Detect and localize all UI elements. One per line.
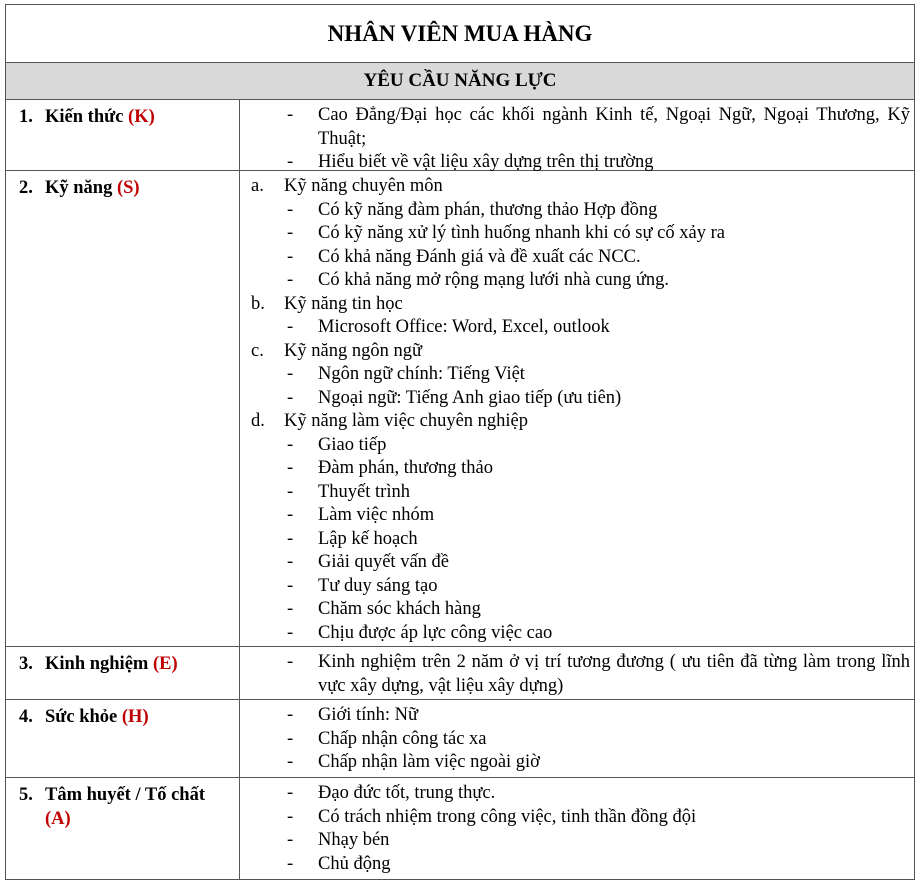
list-item: - Chấp nhận làm việc ngoài giờ xyxy=(240,751,910,775)
row-knowledge xyxy=(6,100,914,171)
list-item: - Chủ động xyxy=(240,853,910,877)
list-item: - Chịu được áp lực công việc cao xyxy=(240,622,910,646)
row-title: Kiến thức xyxy=(45,107,124,127)
row-number: 3. xyxy=(19,654,33,674)
list-item: - Giải quyết vấn đề xyxy=(240,551,910,575)
bullet-dash: - xyxy=(287,705,294,725)
list-item: - Ngoại ngữ: Tiếng Anh giao tiếp (ưu tiên) xyxy=(240,387,910,411)
bullet-dash: - xyxy=(287,481,294,502)
bullet-dash: - xyxy=(287,364,294,384)
list-item: - Nhạy bén xyxy=(240,829,910,853)
list-item: - Tư duy sáng tạo xyxy=(240,575,910,599)
row-number: 2. xyxy=(19,178,33,198)
row-content xyxy=(240,171,914,646)
list-item: - Lập kế hoạch xyxy=(240,528,910,552)
row-skills xyxy=(6,171,914,647)
list-item: - Chấp nhận công tác xa xyxy=(240,728,910,752)
bullet-dash: - xyxy=(287,652,294,672)
bullet-dash: - xyxy=(287,599,294,619)
bullet-dash: - xyxy=(287,728,294,749)
list-item: - Có kỹ năng xử lý tình huống nhanh khi có sự cố xảy ra xyxy=(240,222,910,246)
list-item: - Kinh nghiệm trên 2 năm ở vị trí tương đương ( ưu tiên đã từng làm trong lĩnh vực xây dựng, vật liệu xây dựng) xyxy=(240,651,910,698)
list-item: - Có kỹ năng đàm phán, thương thảo Hợp đồng xyxy=(240,199,910,223)
subsection-heading: b. Kỹ năng tin học xyxy=(251,293,403,314)
bullet-dash: - xyxy=(287,528,294,549)
row-tag: (K) xyxy=(128,107,155,127)
row-label xyxy=(6,700,240,777)
page-title: NHÂN VIÊN MUA HÀNG xyxy=(6,5,914,63)
list-item: - Có khả năng Đánh giá và đề xuất các NCC. xyxy=(240,246,910,270)
row-health xyxy=(6,700,914,778)
list-item: - Đàm phán, thương thảo xyxy=(240,457,910,481)
bullet-dash: - xyxy=(287,434,294,455)
row-title: Kinh nghiệm xyxy=(45,654,149,674)
row-tag: (A) xyxy=(45,808,71,829)
row-number: 5. xyxy=(19,785,33,805)
row-label xyxy=(6,100,240,170)
list-item: - Đạo đức tốt, trung thực. xyxy=(240,782,910,806)
bullet-dash: - xyxy=(287,552,294,572)
row-content xyxy=(240,700,914,777)
row-tag: (H) xyxy=(121,707,149,727)
row-experience xyxy=(6,647,914,700)
row-tag: (S) xyxy=(116,178,140,198)
list-item: - Giao tiếp xyxy=(240,434,910,458)
list-item: - Thuyết trình xyxy=(240,481,910,505)
subsection-heading: d. Kỹ năng làm việc chuyên nghiệp xyxy=(251,411,529,431)
list-item: - Giới tính: Nữ xyxy=(240,704,910,728)
bullet-dash: - xyxy=(287,246,294,267)
row-number: 4. xyxy=(19,707,33,727)
bullet-dash: - xyxy=(287,505,294,525)
row-label xyxy=(6,778,240,879)
bullet-dash: - xyxy=(287,830,294,850)
row-content xyxy=(240,100,914,170)
bullet-dash: - xyxy=(287,223,294,243)
bullet-dash: - xyxy=(287,199,294,220)
section-header: YÊU CẦU NĂNG LỰC xyxy=(6,63,914,100)
row-title: Tâm huyết / Tố chất xyxy=(45,785,206,805)
row-label xyxy=(6,171,240,646)
bullet-dash: - xyxy=(287,752,294,772)
bullet-dash: - xyxy=(287,387,294,408)
bullet-dash: - xyxy=(287,575,294,596)
subsection-heading: a. Kỹ năng chuyên môn xyxy=(251,176,443,196)
list-item: - Có khả năng mở rộng mạng lưới nhà cung ứng. xyxy=(240,269,910,293)
list-item: - Ngôn ngữ chính: Tiếng Việt xyxy=(240,363,910,387)
list-item: - Có trách nhiệm trong công việc, tinh thần đồng đội xyxy=(240,806,910,830)
requirements-table xyxy=(5,4,915,880)
list-item: - Làm việc nhóm xyxy=(240,504,910,528)
row-attitude xyxy=(6,778,914,879)
subsection-heading: c. Kỹ năng ngôn ngữ xyxy=(251,340,422,361)
bullet-dash: - xyxy=(287,622,294,643)
bullet-dash: - xyxy=(287,105,294,125)
bullet-dash: - xyxy=(287,152,294,172)
row-content xyxy=(240,778,914,879)
list-item: - Chăm sóc khách hàng xyxy=(240,598,910,622)
row-title: Sức khỏe xyxy=(45,707,118,727)
row-number: 1. xyxy=(19,107,33,127)
row-content xyxy=(240,647,914,699)
bullet-dash: - xyxy=(287,458,294,478)
list-item: - Hiểu biết về vật liệu xây dựng trên thị trường xyxy=(240,151,910,175)
bullet-dash: - xyxy=(287,806,294,827)
row-label xyxy=(6,647,240,699)
bullet-dash: - xyxy=(287,317,294,337)
bullet-dash: - xyxy=(287,783,294,803)
bullet-dash: - xyxy=(287,270,294,290)
row-title: Kỹ năng xyxy=(45,178,113,198)
list-item: - Cao Đẳng/Đại học các khối ngành Kinh tế, Ngoại Ngữ, Ngoại Thương, Kỹ Thuật; xyxy=(240,104,910,151)
row-tag: (E) xyxy=(152,654,178,674)
bullet-dash: - xyxy=(287,853,294,874)
list-item: - Microsoft Office: Word, Excel, outlook xyxy=(240,316,910,340)
